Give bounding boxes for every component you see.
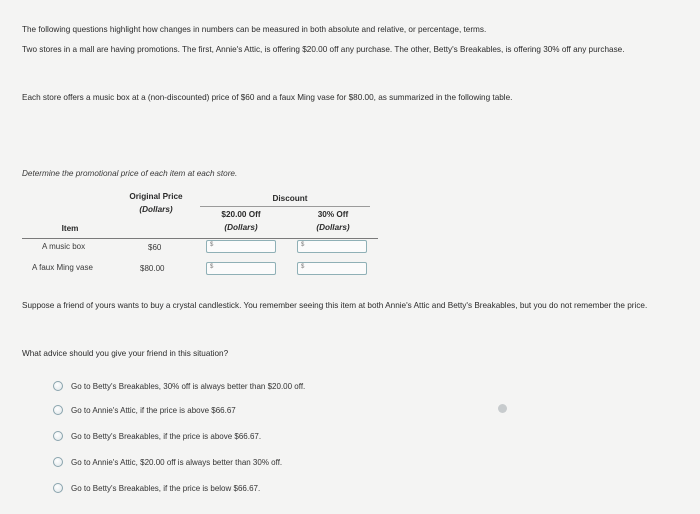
- col-20-off-header: [204, 208, 278, 234]
- dollar-prefix: $: [210, 242, 214, 248]
- dollar-prefix: $: [301, 264, 305, 270]
- answer-option[interactable]: [53, 481, 260, 495]
- radio-button[interactable]: [53, 381, 63, 391]
- cursor-dot-icon: [498, 404, 507, 413]
- col-20-off-sublabel: (Dollars): [224, 223, 258, 232]
- scenario-text: Two stores in a mall are having promotions. The first, Annie's Attic, is offering $20.00 off any purchase. The other, Betty's Breakables, is offering 30% off any purchase.: [22, 45, 625, 54]
- candlestick-text: Suppose a friend of yours wants to buy a crystal candlestick. You remember seeing this item at both Annie's Attic and Betty's Breakables, but you do not remember the price.: [22, 301, 648, 310]
- answer-option-label: Go to Annie's Attic, $20.00 off is always better than 30% off.: [71, 457, 283, 467]
- answer-option-label: Go to Betty's Breakables, 30% off is always better than $20.00 off.: [71, 381, 306, 391]
- radio-button[interactable]: [53, 457, 63, 467]
- discount-divider: [200, 206, 370, 207]
- original-price-sublabel: (Dollars): [139, 205, 173, 214]
- item-header: Item: [61, 224, 79, 233]
- answer-option[interactable]: [53, 455, 282, 469]
- row-music-box-price: $60: [148, 243, 162, 252]
- music-box-20-off-input[interactable]: [206, 240, 276, 253]
- answer-option-label: Go to Betty's Breakables, if the price is below $66.67.: [71, 483, 261, 493]
- discount-header: Discount: [272, 194, 308, 203]
- col-30-off-header: [296, 208, 370, 234]
- radio-button[interactable]: [53, 405, 63, 415]
- col-20-off-label: $20.00 Off: [221, 210, 261, 219]
- task-text: Determine the promotional price of each item at each store.: [22, 169, 238, 178]
- offer-text: Each store offers a music box at a (non-discounted) price of $60 and a faux Ming vase for $80.00, as summarized in the following table.: [22, 93, 513, 102]
- table-header-divider: [22, 238, 378, 239]
- dollar-prefix: $: [210, 264, 214, 270]
- music-box-30-off-input[interactable]: [297, 240, 367, 253]
- ming-vase-20-off-input[interactable]: [206, 262, 276, 275]
- radio-button[interactable]: [53, 431, 63, 441]
- row-music-box-item: A music box: [42, 242, 86, 251]
- dollar-prefix: $: [301, 242, 305, 248]
- answer-option[interactable]: [53, 429, 261, 443]
- answer-option-label: Go to Betty's Breakables, if the price is above $66.67.: [71, 431, 262, 441]
- answer-option[interactable]: [53, 403, 236, 417]
- col-30-off-label: 30% Off: [317, 210, 349, 219]
- answer-option[interactable]: [53, 379, 305, 393]
- col-30-off-sublabel: (Dollars): [316, 223, 350, 232]
- original-price-label: Original Price: [129, 192, 183, 201]
- intro-text: The following questions highlight how changes in numbers can be measured in both absolute and relative, or percentage, terms.: [22, 25, 487, 34]
- ming-vase-30-off-input[interactable]: [297, 262, 367, 275]
- row-ming-vase-price: $80.00: [140, 264, 165, 273]
- row-ming-vase-item: A faux Ming vase: [32, 263, 93, 272]
- radio-button[interactable]: [53, 483, 63, 493]
- question-text: What advice should you give your friend in this situation?: [22, 349, 229, 358]
- answer-option-label: Go to Annie's Attic, if the price is above $66.67: [71, 405, 236, 415]
- original-price-header: [115, 190, 197, 216]
